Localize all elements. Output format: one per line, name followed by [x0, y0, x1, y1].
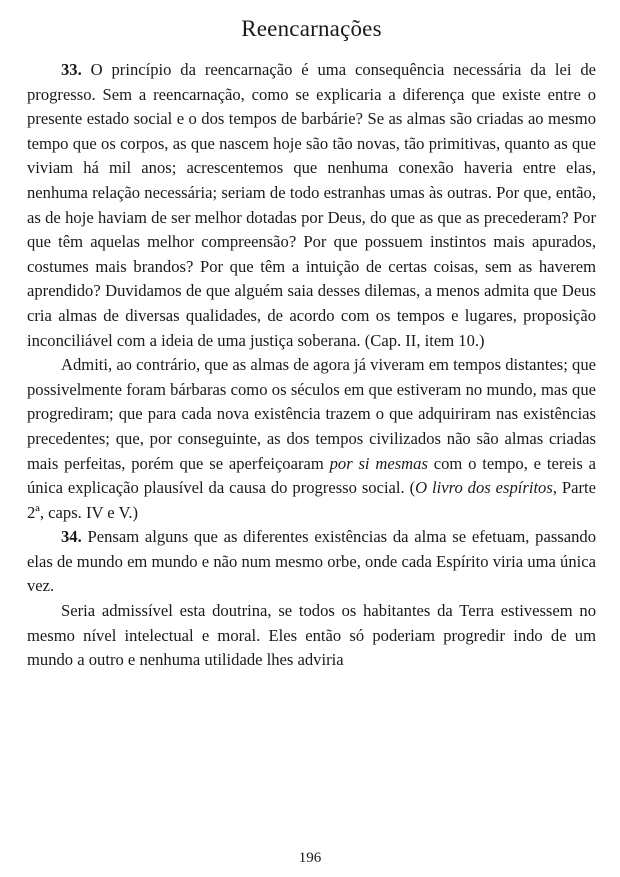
italic-por-si-mesmas: por si mesmas [329, 453, 428, 473]
italic-book-title: O livro dos espíritos [415, 478, 553, 498]
page-title: Reencarnações [241, 16, 382, 41]
paragraph-34-text: Pensam alguns que as diferentes existências da alma se efetuam, passando elas de mundo em mundo e não num mesmo orbe, onde cada Espírito viria uma única vez. [27, 527, 596, 596]
paragraph-seria-text: Seria admissível esta doutrina, se todos os habitantes da Terra estivessem no mesmo nível intelectual e moral. Eles então só poderiam progredir indo de um mundo a outro e nenhuma utilidade lhes adviria [27, 601, 596, 670]
paragraph-admiti-text-after: , Parte 2ª, caps. IV e V.) [27, 478, 596, 522]
item-number-33: 33. [61, 60, 82, 79]
paragraph-admiti-text-middle: com o tempo, e tereis a única explicação plausível da causa do progresso social. ( [27, 453, 596, 498]
paragraph-34 [27, 525, 596, 599]
paragraph-33 [27, 58, 596, 353]
paragraph-admiti [27, 353, 596, 525]
page-content [27, 12, 596, 673]
paragraph-seria [27, 599, 596, 673]
paragraph-admiti-text-before: Admiti, ao contrário, que as almas de agora já viveram em tempos distantes; que possivelmente foram bárbaras como os séculos em que estiveram no mundo, mas que progrediram; que para cada nova existência trazem o que adquiriram nas existências precedentes; que, por conseguinte, as dos tempos civilizados não são almas criadas mais perfeitas, porém que se aperfeiçoaram [27, 355, 596, 473]
page-number: 196 [298, 850, 322, 866]
item-number-34: 34. [61, 527, 82, 547]
paragraph-33-text: O princípio da reencarnação é uma consequência necessária da lei de progresso. Sem a reencarnação, como se explicaria a diferença que existe entre o presente estado social e o dos tempos de barbárie? Se as almas são criadas ao mesmo tempo que os corpos, as que nascem hoje são tão novas, tão primitivas, quanto as que viviam há mil anos; acrescentemos que nenhuma conexão haveria entre elas, nenhuma relação necessária; seriam de todo estranhas umas às outras. Por que, então, as de hoje haviam de ser melhor dotadas por Deus, do que as que as precederam? Por que têm aquelas melhor compreensão? Por que possuem instintos mais apurados, costumes mais brandos? Por que têm a intuição de certas coisas, sem as haverem aprendido? Duvidamos de que alguém saia desses dilemas, a menos admita que Deus cria almas de diversas qualidades, de acordo com os tempos e lugares, proposição inconciliável com a ideia de uma justiça soberana. (Cap. II, item 10.) [27, 60, 596, 350]
